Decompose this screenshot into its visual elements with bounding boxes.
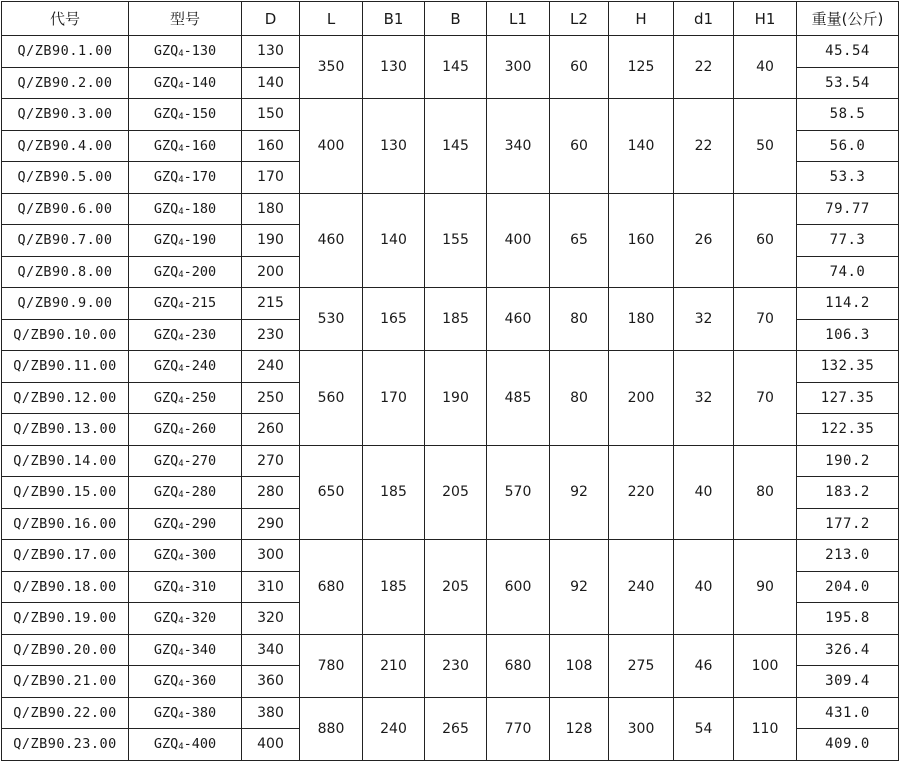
header-l2: L2 xyxy=(550,2,609,36)
model-suffix: -230 xyxy=(183,326,217,343)
model-cell xyxy=(129,193,242,225)
l-cell: 530 xyxy=(300,288,363,351)
h-cell: 200 xyxy=(609,351,674,446)
h1-cell: 40 xyxy=(734,36,797,99)
code-cell: Q/ZB90.19.00 xyxy=(2,603,129,635)
d-cell: 170 xyxy=(242,162,300,194)
header-h: H xyxy=(609,2,674,36)
code-cell: Q/ZB90.5.00 xyxy=(2,162,129,194)
code-cell: Q/ZB90.18.00 xyxy=(2,571,129,603)
model-cell xyxy=(129,477,242,509)
d-cell: 340 xyxy=(242,634,300,666)
header-l: L xyxy=(300,2,363,36)
l2-cell: 80 xyxy=(550,351,609,446)
model-suffix: -250 xyxy=(183,389,217,406)
model-subscript: 4 xyxy=(178,206,184,217)
h-cell: 125 xyxy=(609,36,674,99)
d-cell: 320 xyxy=(242,603,300,635)
model-subscript: 4 xyxy=(178,490,184,501)
d1-cell: 22 xyxy=(674,99,734,194)
code-cell: Q/ZB90.13.00 xyxy=(2,414,129,446)
weight-cell: 79.77 xyxy=(797,193,899,225)
code-cell: Q/ZB90.21.00 xyxy=(2,666,129,698)
model-suffix: -190 xyxy=(183,232,217,249)
weight-cell: 213.0 xyxy=(797,540,899,572)
model-subscript: 4 xyxy=(178,364,184,375)
l1-cell: 680 xyxy=(487,634,550,697)
d1-cell: 26 xyxy=(674,193,734,288)
table-row xyxy=(2,634,899,666)
model-suffix: -240 xyxy=(183,358,217,375)
code-cell: Q/ZB90.7.00 xyxy=(2,225,129,257)
weight-cell: 132.35 xyxy=(797,351,899,383)
model-cell xyxy=(129,540,242,572)
model-suffix: -380 xyxy=(183,704,217,721)
d1-cell: 32 xyxy=(674,351,734,446)
d-cell: 250 xyxy=(242,382,300,414)
model-subscript: 4 xyxy=(178,742,184,753)
h1-cell: 90 xyxy=(734,540,797,635)
model-cell xyxy=(129,36,242,68)
code-cell: Q/ZB90.8.00 xyxy=(2,256,129,288)
b-cell: 205 xyxy=(425,445,487,540)
model-subscript: 4 xyxy=(178,80,184,91)
model-cell xyxy=(129,697,242,729)
code-cell: Q/ZB90.4.00 xyxy=(2,130,129,162)
d1-cell: 32 xyxy=(674,288,734,351)
weight-cell: 127.35 xyxy=(797,382,899,414)
model-cell xyxy=(129,508,242,540)
b-cell: 155 xyxy=(425,193,487,288)
model-subscript: 4 xyxy=(178,679,184,690)
table-row xyxy=(2,99,899,131)
model-prefix: GZQ xyxy=(153,358,179,375)
model-cell xyxy=(129,603,242,635)
model-subscript: 4 xyxy=(178,301,184,312)
model-suffix: -360 xyxy=(183,673,217,690)
model-prefix: GZQ xyxy=(153,484,179,501)
l1-cell: 485 xyxy=(487,351,550,446)
d-cell: 260 xyxy=(242,414,300,446)
l1-cell: 340 xyxy=(487,99,550,194)
model-subscript: 4 xyxy=(178,521,184,532)
weight-cell: 114.2 xyxy=(797,288,899,320)
l2-cell: 108 xyxy=(550,634,609,697)
table-body xyxy=(2,36,899,761)
model-subscript: 4 xyxy=(178,112,184,123)
specification-table xyxy=(1,1,899,761)
model-cell xyxy=(129,666,242,698)
model-suffix: -215 xyxy=(183,295,217,312)
header-b: B xyxy=(425,2,487,36)
d-cell: 215 xyxy=(242,288,300,320)
model-suffix: -170 xyxy=(183,169,217,186)
d1-cell: 40 xyxy=(674,540,734,635)
l-cell: 350 xyxy=(300,36,363,99)
l2-cell: 80 xyxy=(550,288,609,351)
model-suffix: -320 xyxy=(183,610,217,627)
model-subscript: 4 xyxy=(178,49,184,60)
model-subscript: 4 xyxy=(178,143,184,154)
model-suffix: -130 xyxy=(183,43,217,60)
h-cell: 275 xyxy=(609,634,674,697)
model-subscript: 4 xyxy=(178,553,184,564)
code-cell: Q/ZB90.22.00 xyxy=(2,697,129,729)
code-cell: Q/ZB90.9.00 xyxy=(2,288,129,320)
model-prefix: GZQ xyxy=(153,421,179,438)
b-cell: 190 xyxy=(425,351,487,446)
l1-cell: 400 xyxy=(487,193,550,288)
model-subscript: 4 xyxy=(178,395,184,406)
code-cell: Q/ZB90.14.00 xyxy=(2,445,129,477)
d-cell: 380 xyxy=(242,697,300,729)
model-suffix: -400 xyxy=(183,736,217,753)
b1-cell: 185 xyxy=(363,445,425,540)
header-l1: L1 xyxy=(487,2,550,36)
model-prefix: GZQ xyxy=(153,200,179,217)
d-cell: 160 xyxy=(242,130,300,162)
code-cell: Q/ZB90.12.00 xyxy=(2,382,129,414)
code-cell: Q/ZB90.2.00 xyxy=(2,67,129,99)
l1-cell: 570 xyxy=(487,445,550,540)
model-subscript: 4 xyxy=(178,584,184,595)
b-cell: 230 xyxy=(425,634,487,697)
weight-cell: 45.54 xyxy=(797,36,899,68)
model-cell xyxy=(129,319,242,351)
model-cell xyxy=(129,729,242,761)
model-suffix: -300 xyxy=(183,547,217,564)
code-cell: Q/ZB90.6.00 xyxy=(2,193,129,225)
d-cell: 360 xyxy=(242,666,300,698)
b1-cell: 130 xyxy=(363,99,425,194)
b1-cell: 170 xyxy=(363,351,425,446)
model-cell xyxy=(129,351,242,383)
l1-cell: 600 xyxy=(487,540,550,635)
d-cell: 290 xyxy=(242,508,300,540)
h1-cell: 70 xyxy=(734,288,797,351)
model-subscript: 4 xyxy=(178,269,184,280)
l1-cell: 770 xyxy=(487,697,550,760)
code-cell: Q/ZB90.3.00 xyxy=(2,99,129,131)
weight-cell: 409.0 xyxy=(797,729,899,761)
d1-cell: 46 xyxy=(674,634,734,697)
code-cell: Q/ZB90.15.00 xyxy=(2,477,129,509)
b-cell: 145 xyxy=(425,36,487,99)
header-d1: d1 xyxy=(674,2,734,36)
weight-cell: 177.2 xyxy=(797,508,899,540)
l2-cell: 60 xyxy=(550,99,609,194)
model-cell xyxy=(129,445,242,477)
model-suffix: -280 xyxy=(183,484,217,501)
weight-cell: 431.0 xyxy=(797,697,899,729)
model-suffix: -200 xyxy=(183,263,217,280)
d-cell: 140 xyxy=(242,67,300,99)
model-suffix: -310 xyxy=(183,578,217,595)
model-prefix: GZQ xyxy=(153,641,179,658)
weight-cell: 326.4 xyxy=(797,634,899,666)
model-cell xyxy=(129,414,242,446)
header-h1: H1 xyxy=(734,2,797,36)
weight-cell: 204.0 xyxy=(797,571,899,603)
d-cell: 130 xyxy=(242,36,300,68)
d1-cell: 40 xyxy=(674,445,734,540)
code-cell: Q/ZB90.1.00 xyxy=(2,36,129,68)
b1-cell: 130 xyxy=(363,36,425,99)
model-prefix: GZQ xyxy=(153,43,179,60)
model-suffix: -270 xyxy=(183,452,217,469)
model-suffix: -150 xyxy=(183,106,217,123)
model-cell xyxy=(129,162,242,194)
model-prefix: GZQ xyxy=(153,547,179,564)
model-cell xyxy=(129,130,242,162)
model-prefix: GZQ xyxy=(153,137,179,154)
model-prefix: GZQ xyxy=(153,704,179,721)
b1-cell: 210 xyxy=(363,634,425,697)
model-cell xyxy=(129,225,242,257)
code-cell: Q/ZB90.11.00 xyxy=(2,351,129,383)
h-cell: 220 xyxy=(609,445,674,540)
model-prefix: GZQ xyxy=(153,673,179,690)
weight-cell: 58.5 xyxy=(797,99,899,131)
table-row xyxy=(2,697,899,729)
model-prefix: GZQ xyxy=(153,232,179,249)
weight-cell: 122.35 xyxy=(797,414,899,446)
d1-cell: 54 xyxy=(674,697,734,760)
h-cell: 300 xyxy=(609,697,674,760)
header-d: D xyxy=(242,2,300,36)
l2-cell: 65 xyxy=(550,193,609,288)
model-suffix: -290 xyxy=(183,515,217,532)
code-cell: Q/ZB90.20.00 xyxy=(2,634,129,666)
model-prefix: GZQ xyxy=(153,74,179,91)
model-subscript: 4 xyxy=(178,332,184,343)
header-weight: 重量(公斤) xyxy=(797,2,899,36)
model-cell xyxy=(129,99,242,131)
h1-cell: 110 xyxy=(734,697,797,760)
d-cell: 150 xyxy=(242,99,300,131)
d-cell: 270 xyxy=(242,445,300,477)
l-cell: 400 xyxy=(300,99,363,194)
d-cell: 300 xyxy=(242,540,300,572)
model-prefix: GZQ xyxy=(153,452,179,469)
h1-cell: 60 xyxy=(734,193,797,288)
weight-cell: 74.0 xyxy=(797,256,899,288)
l2-cell: 92 xyxy=(550,445,609,540)
model-prefix: GZQ xyxy=(153,736,179,753)
b-cell: 145 xyxy=(425,99,487,194)
table-row xyxy=(2,445,899,477)
model-prefix: GZQ xyxy=(153,295,179,312)
model-prefix: GZQ xyxy=(153,326,179,343)
b1-cell: 185 xyxy=(363,540,425,635)
weight-cell: 56.0 xyxy=(797,130,899,162)
model-prefix: GZQ xyxy=(153,515,179,532)
h-cell: 140 xyxy=(609,99,674,194)
model-suffix: -160 xyxy=(183,137,217,154)
model-prefix: GZQ xyxy=(153,389,179,406)
model-cell xyxy=(129,288,242,320)
model-prefix: GZQ xyxy=(153,263,179,280)
d-cell: 190 xyxy=(242,225,300,257)
code-cell: Q/ZB90.17.00 xyxy=(2,540,129,572)
header-code: 代号 xyxy=(2,2,129,36)
model-subscript: 4 xyxy=(178,647,184,658)
d-cell: 310 xyxy=(242,571,300,603)
l-cell: 560 xyxy=(300,351,363,446)
model-prefix: GZQ xyxy=(153,106,179,123)
b-cell: 205 xyxy=(425,540,487,635)
table-row xyxy=(2,351,899,383)
h-cell: 240 xyxy=(609,540,674,635)
l-cell: 780 xyxy=(300,634,363,697)
b-cell: 185 xyxy=(425,288,487,351)
h-cell: 160 xyxy=(609,193,674,288)
d-cell: 180 xyxy=(242,193,300,225)
code-cell: Q/ZB90.16.00 xyxy=(2,508,129,540)
table-row xyxy=(2,36,899,68)
b-cell: 265 xyxy=(425,697,487,760)
h1-cell: 80 xyxy=(734,445,797,540)
model-subscript: 4 xyxy=(178,427,184,438)
model-prefix: GZQ xyxy=(153,578,179,595)
header-row xyxy=(2,2,899,36)
model-cell xyxy=(129,256,242,288)
l1-cell: 460 xyxy=(487,288,550,351)
table-row xyxy=(2,288,899,320)
model-subscript: 4 xyxy=(178,710,184,721)
l-cell: 680 xyxy=(300,540,363,635)
table-row xyxy=(2,193,899,225)
h1-cell: 50 xyxy=(734,99,797,194)
weight-cell: 309.4 xyxy=(797,666,899,698)
model-prefix: GZQ xyxy=(153,610,179,627)
l-cell: 880 xyxy=(300,697,363,760)
model-subscript: 4 xyxy=(178,458,184,469)
weight-cell: 190.2 xyxy=(797,445,899,477)
model-subscript: 4 xyxy=(178,238,184,249)
model-prefix: GZQ xyxy=(153,169,179,186)
d1-cell: 22 xyxy=(674,36,734,99)
l-cell: 650 xyxy=(300,445,363,540)
header-b1: B1 xyxy=(363,2,425,36)
b1-cell: 240 xyxy=(363,697,425,760)
d-cell: 400 xyxy=(242,729,300,761)
weight-cell: 106.3 xyxy=(797,319,899,351)
h1-cell: 70 xyxy=(734,351,797,446)
d-cell: 200 xyxy=(242,256,300,288)
table-row xyxy=(2,540,899,572)
model-suffix: -340 xyxy=(183,641,217,658)
model-subscript: 4 xyxy=(178,175,184,186)
model-cell xyxy=(129,67,242,99)
model-suffix: -180 xyxy=(183,200,217,217)
header-model: 型号 xyxy=(129,2,242,36)
model-suffix: -140 xyxy=(183,74,217,91)
l2-cell: 60 xyxy=(550,36,609,99)
l-cell: 460 xyxy=(300,193,363,288)
h-cell: 180 xyxy=(609,288,674,351)
h1-cell: 100 xyxy=(734,634,797,697)
b1-cell: 165 xyxy=(363,288,425,351)
l2-cell: 128 xyxy=(550,697,609,760)
weight-cell: 195.8 xyxy=(797,603,899,635)
model-cell xyxy=(129,382,242,414)
d-cell: 230 xyxy=(242,319,300,351)
b1-cell: 140 xyxy=(363,193,425,288)
weight-cell: 53.3 xyxy=(797,162,899,194)
l1-cell: 300 xyxy=(487,36,550,99)
d-cell: 280 xyxy=(242,477,300,509)
d-cell: 240 xyxy=(242,351,300,383)
weight-cell: 77.3 xyxy=(797,225,899,257)
model-cell xyxy=(129,634,242,666)
code-cell: Q/ZB90.23.00 xyxy=(2,729,129,761)
model-cell xyxy=(129,571,242,603)
code-cell: Q/ZB90.10.00 xyxy=(2,319,129,351)
weight-cell: 53.54 xyxy=(797,67,899,99)
l2-cell: 92 xyxy=(550,540,609,635)
model-suffix: -260 xyxy=(183,421,217,438)
model-subscript: 4 xyxy=(178,616,184,627)
weight-cell: 183.2 xyxy=(797,477,899,509)
